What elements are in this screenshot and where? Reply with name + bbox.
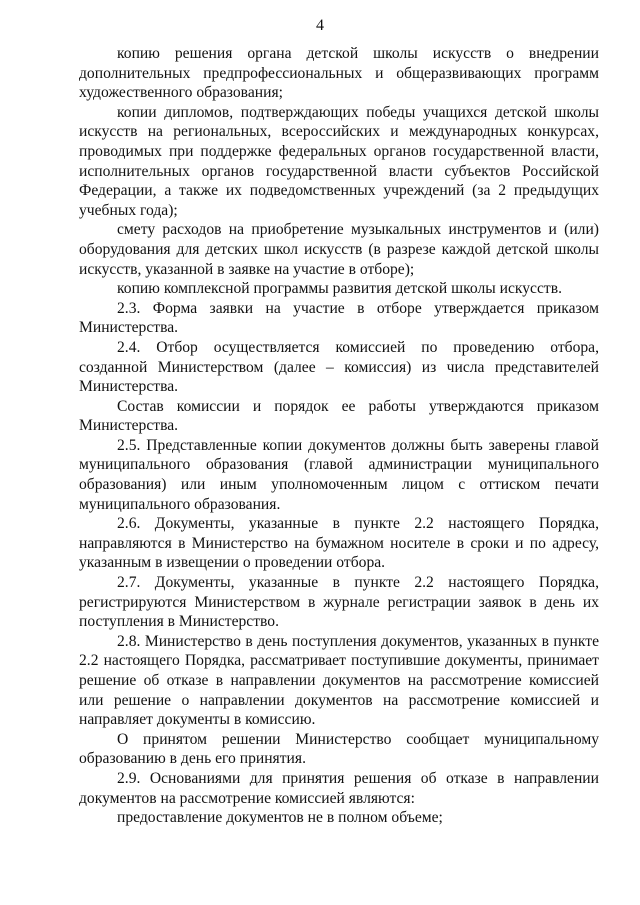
paragraph: предоставление документов не в полном объеме;	[117, 809, 443, 827]
paragraph: 2.4. Отбор осуществляется комиссией по проведению отбора, созданной Министерством (далее – комиссия) из числа представителей Министерства.	[79, 338, 599, 396]
paragraph: смету расходов на приобретение музыкальных инструментов и (или) оборудования для детских школ искусств (в разрезе каждой детской школы искусств, указанной в заявке на участие в отборе);	[79, 221, 599, 278]
paragraph: копию комплексной программы развития детской школы искусств.	[117, 280, 562, 298]
paragraph: копию решения органа детской школы искусств о внедрении дополнительных предпрофессиональных и общеразвивающих программ художественного образования;	[79, 45, 599, 102]
paragraph: 2.9. Основаниями для принятия решения об отказе в направлении документов на рассмотрение комиссией являются:	[79, 769, 599, 807]
paragraph: 2.6. Документы, указанные в пункте 2.2 настоящего Порядка, направляются в Министерство на бумажном носителе в сроки и по адресу, указанным в извещении о проведении отбора.	[79, 515, 599, 572]
paragraph: копии дипломов, подтверждающих победы учащихся детской школы искусств на региональных, всероссийских и международных конкурсах, проводимых при поддержке федеральных органов государственной власти, исполнительных органов государственной власти субъектов Российской Федерации, а также их подведомственных учреждений (за 2 предыдущих учебных года);	[79, 103, 599, 219]
paragraph: О принятом решении Министерство сообщает муниципальному образованию в день его принятия.	[79, 730, 599, 768]
paragraph: 2.3. Форма заявки на участие в отборе утверждается приказом Министерства.	[79, 299, 599, 337]
paragraph: Состав комиссии и порядок ее работы утверждаются приказом Министерства.	[79, 397, 599, 435]
page-number: 4	[316, 17, 324, 34]
document-body	[79, 44, 599, 828]
paragraph: 2.5. Представленные копии документов должны быть заверены главой муниципального образования (главой администрации муниципального образования) или иным уполномоченным лицом с оттиском печати муниципального образования.	[79, 436, 599, 513]
paragraph: 2.7. Документы, указанные в пункте 2.2 настоящего Порядка, регистрируются Министерством в журнале регистрации заявок в день их поступления в Министерство.	[79, 574, 599, 631]
paragraph: 2.8. Министерство в день поступления документов, указанных в пункте 2.2 настоящего Порядка, рассматривает поступившие документы, принимает решение об отказе в направлении документов на рассмотрение комиссией или решение о направлении документов на рассмотрение комиссией и направляет документы в комиссию.	[79, 632, 599, 729]
